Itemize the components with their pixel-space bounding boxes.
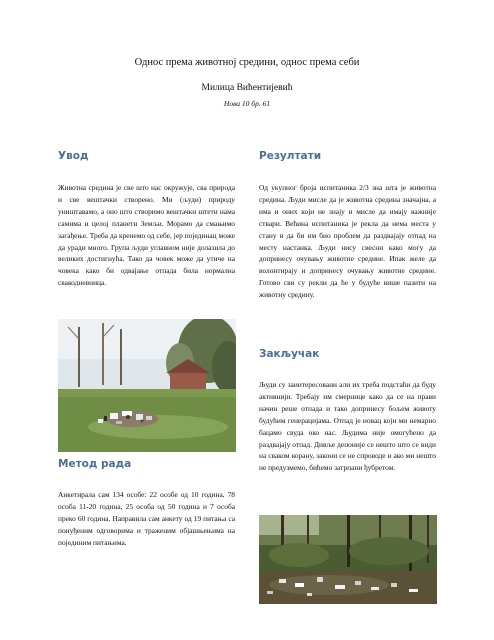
author-name: Милица Вићентијевић	[201, 83, 293, 93]
results-text: Од укупног броја испитаника 2/3 зна шта је животна средина. Људи мисле да је животна средина значајна, а има и оних који не знају и мисле да имају важније ствари. Већина испитаника је рекла да нема места у стану и да би им био проблем да раздвајају отпад на месту настанка. Људи нису свесни како могу да допринесу очувању животне средине. Ипак желе да волонтирају и допринесу очувању животне средине. Готово сви су рекли да ће у будуће више пазити на животну средину.	[259, 183, 436, 300]
method-text: Анкетирала сам 134 особе: 22 особе од 10 година, 78 особа 11-20 година, 25 особа од 50 година и 7 особа преко 60 година. Направила сам анкету од 19 питања са понуђеним одговорима и траженим објашњењима на појединим питањима.	[58, 490, 235, 547]
park-litter-photo	[58, 319, 236, 452]
forest-dump-photo	[259, 515, 437, 604]
paper-title: Однос према животној средини, однос према себи	[134, 57, 360, 68]
conclusion-text: Људи су заинтересовани али их треба подстаћи да буду активнији. Требају им смернице како да се на прави начин реше отпада и тако допринесу бољем животу будућим генерацијама. Отпад је новац који ми немарно бацамо свуда око нас. Људима није омогућено да раздвајају отпад. Дивље депоније се нешто што се види на сваком корану, закони се не спроводе и ако ми нешто не предузмемо, бићемо затрпани ђубретом.	[259, 380, 436, 473]
heading-method: Метод рада	[58, 458, 132, 470]
heading-conclusion: Закључак	[259, 348, 320, 360]
heading-intro: Увод	[58, 150, 89, 162]
heading-results: Резултати	[259, 150, 322, 162]
intro-text: Животна средина је све што нас окружује, сва природа и све вештачки створено. Ми (људи) природу уништавамо, а оно што створимо вештачки штети нама самима и целој планети Земљи. Морамо да смањимо загађење. Треба да кренемо од себе, јер појединац може да уради много. Група људи углавном није долазила до великих достигнућа. Тако да човек може да утиче на човека како би одвајање отпада била нормална свакодневница.	[58, 183, 235, 288]
author-affiliation: Нова 10 бр. 61	[223, 99, 271, 108]
